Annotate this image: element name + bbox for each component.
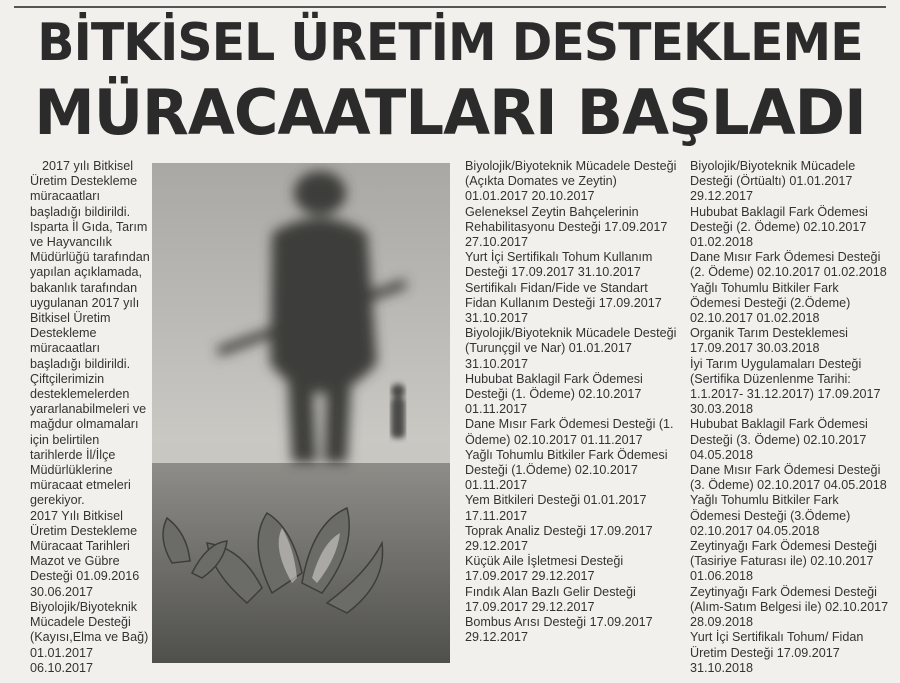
list-item: Bombus Arısı Desteği 17.09.2017 29.12.2017 [465,615,653,645]
list-item: Geleneksel Zeytin Bahçelerinin Rehabilitasyonu Desteği 17.09.2017 27.10.2017 [465,204,668,250]
list-item: Biyolojik/Biyoteknik Mücadele Desteği (Turunçgil ve Nar) 01.01.2017 31.10.2017 [465,326,677,371]
list-item: Yem Bitkileri Desteği 01.01.2017 17.11.2017 [465,493,647,523]
intro-paragraph: 2017 yılı Bitkisel Üretim Destekleme müracaatları başladığı bildirildi. [30,159,138,219]
farmer-field-photo [152,163,450,663]
list-item: Fındık Alan Bazlı Gelir Desteği 17.09.2017 29.12.2017 [465,584,636,614]
right-column [690,159,890,676]
top-rule [14,6,886,8]
list-item: Zeytinyağı Fark Ödemesi Desteği (Tasiriye Faturası ile) 02.10.2017 01.06.2018 [690,539,877,584]
list-item: Hububat Baklagil Fark Ödemesi Desteği (1. Ödeme) 02.10.2017 01.11.2017 [465,371,643,417]
list-item: Küçük Aile İşletmesi Desteği 17.09.2017 29.12.2017 [465,554,624,584]
list-item: Zeytinyağı Fark Ödemesi Desteği (Alım-Satım Belgesi ile) 02.10.2017 28.09.2018 [690,584,889,630]
list-item: Hububat Baklagil Fark Ödemesi Desteği (3. Ödeme) 02.10.2017 04.05.2018 [690,417,868,462]
headline-line-1: BİTKİSEL ÜRETİM DESTEKLEME [37,13,863,73]
list-item: Dane Mısır Fark Ödemesi Desteği (3. Ödeme) 02.10.2017 04.05.2018 [690,463,887,493]
list-item: Dane Mısır Fark Ödemesi Desteği (1. Ödeme) 02.10.2017 01.11.2017 [465,417,674,447]
list-item: Yağlı Tohumlu Bitkiler Fark Ödemesi Desteği (1.Ödeme) 02.10.2017 01.11.2017 [465,447,668,493]
list-item: İyi Tarım Uygulamaları Desteği (Sertifika Düzenlenme Tarihi: 1.1.2017- 31.12.2017) 17.09.2017 30.03.2018 [690,356,881,417]
list-item: Yurt İçi Sertifikalı Tohum Kullanım Desteği 17.09.2017 31.10.2017 [465,250,653,280]
list-item: Hububat Baklagil Fark Ödemesi Desteği (2. Ödeme) 02.10.2017 01.02.2018 [690,204,868,250]
list-item: Sertifikalı Fidan/Fide ve Standart Fidan Kullanım Desteği 17.09.2017 31.10.2017 [465,280,662,326]
list-item: Toprak Analiz Desteği 17.09.2017 29.12.2017 [465,523,653,554]
headline-line-2: MÜRACAATLARI BAŞLADI [34,76,866,149]
left-column [30,159,152,676]
list-item: Yağlı Tohumlu Bitkiler Fark Ödemesi Desteği (3.Ödeme) 02.10.2017 04.05.2018 [690,493,851,538]
schedule-heading: 2017 Yılı Bitkisel Üretim Destekleme Müracaat Tarihleri [30,508,138,554]
list-item: Organik Tarım Desteklemesi 17.09.2017 30.03.2018 [690,326,848,356]
list-item: Biyolojik/Biyoteknik Mücadele Desteği (Açıkta Domates ve Zeytin) 01.01.2017 20.10.2017 [465,159,677,204]
list-item: Dane Mısır Fark Ödemesi Desteği (2. Ödeme) 02.10.2017 01.02.2018 [690,250,887,280]
list-item: Yağlı Tohumlu Bitkiler Fark Ödemesi Desteği (2.Ödeme) 02.10.2017 01.02.2018 [690,280,851,326]
list-item: Mazot ve Gübre Desteği 01.09.2016 30.06.2017 [30,554,140,599]
list-item: Yurt İçi Sertifikalı Tohum/ Fidan Üretim Desteği 17.09.2017 31.10.2018 [690,630,864,675]
article-photo [152,163,450,663]
list-item: Biyolojik/Biyoteknik Mücadele Desteği (Örtüaltı) 01.01.2017 29.12.2017 [690,159,856,204]
body-paragraph: Isparta İl Gıda, Tarım ve Hayvancılık Müdürlüğü tarafından yapılan açıklamada, bakanlık tarafından uygulanan 2017 yılı Bitkisel Üretim Destekleme müracaatları başladığı bildirildi. Çiftçilerimizin desteklemelerden yararlanabilmeleri ve mağdur olmamaları için belirtilen tarihlerde İl/İlçe Müdürlüklerine müracaat etmeleri gerekiyor. [30,219,150,508]
list-item: Biyolojik/Biyoteknik Mücadele Desteği (Kayısı,Elma ve Bağ) 01.01.2017 06.10.2017 [30,599,149,675]
middle-column [465,159,677,646]
